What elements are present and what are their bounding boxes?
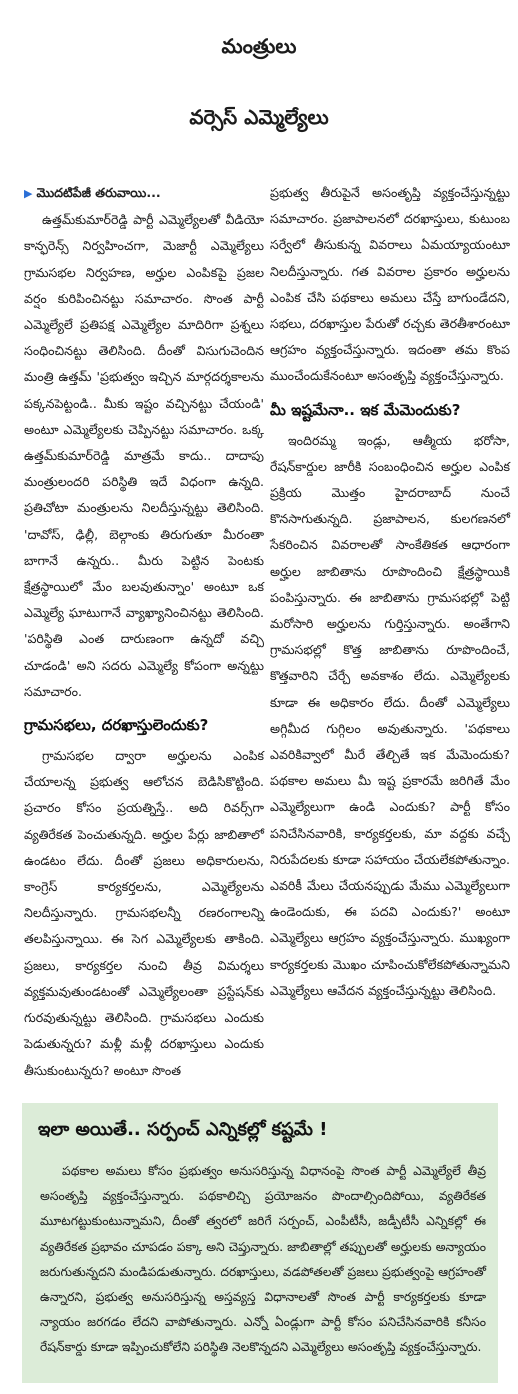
- right-column: [270, 180, 510, 1004]
- headline-line-2: వర్సెస్ ఎమ్మెల్యేలు: [189, 105, 329, 129]
- left-paragraph-2: గ్రామసభల ద్వారా అర్హులను ఎంపిక చేయాలన్న ప్రభుత్వ ఆలోచన బెడిసికొట్టింది. ప్రచారం కోసం ప్రయత్నిస్తే.. అది రివర్స్‌గా వ్యతిరేకత పెంచుతున్నది. అర్హుల పేర్లు జాబితాలో ఉండటం లేదు. దీంతో ప్రజలు అధికారులను, కాంగ్రెస్ కార్యకర్తలను, ఎమ్మెల్యేలను నిలదీస్తున్నారు. గ్రామసభలన్నీ రణరంగాలన్ని తలపిస్తున్నాయి. ఈ సెగ ఎమ్మెల్యేలకు తాకింది. ప్రజలు, కార్యకర్తల నుంచి తీవ్ర విమర్శలు వ్యక్తమవుతుండటంతో ఎమ్మెల్యేలంతా ప్రస్టేషన్‌కు గురవుతున్నట్టు తెలిసింది. గ్రామసభలు ఎందుకు పెడుతున్నరు? మళ్లీ మళ్లీ దరఖాస్తులు ఎందుకు తీసుకుంటున్నరు? అంటూ సొంత: [24, 748, 264, 1078]
- right-paragraph-2: ఇందిరమ్మ ఇండ్లు, ఆత్మీయ భరోసా, రేషన్‌కార్డుల జారీకి సంబంధించిన అర్హుల ఎంపిక ప్రక్రియ మొత్తం హైదరాబాద్ నుంచే కొనసాగుతున్నది. ప్రజాపాలన, కులగణనలో సేకరించిన వివరాలతో సాంకేతికత ఆధారంగా అర్హుల జాబితాను రూపొందించి క్షేత్రస్థాయికి పంపిస్తున్నారు. ఈ జాబితాను గ్రామసభల్లో పెట్టి మరోసారి అర్హులను గుర్తిస్తున్నారు. అంతేగాని గ్రామసభల్లో కొత్త జాబితాను రూపొందించే, కొత్తవారిని చేర్చే అవకాశం లేదు. ఎమ్మెల్యేలకు కూడా ఈ అధికారం లేదు. దీంతో ఎమ్మెల్యేలు అగ్గిమీద గుగ్గిలం అవుతున్నారు. 'పథకాలు ఎవరికివ్వాలో మీరే తేల్చితే ఇక మేమెందుకు? పథకాల అమలు మీ ఇష్ట ప్రకారమే జరిగితే మేం ఎమ్మెల్యేలుగా ఉండి ఎందుకు? పార్టీ కోసం పనిచేసినవారికి, కార్యకర్తలకు, మా వద్దకు వచ్చే నిరుపేదలకు కూడా సహాయం చేయలేకపోతున్నాం. ఎవరికీ మేలు చేయనప్పుడు మేము ఎమ్మెల్యేలుగా ఉండెందుకు, ఈ పదవి ఎందుకు?' అంటూ ఎమ్మెల్యేలు ఆగ్రహం వ్యక్తంచేస్తున్నారు. ముఖ్యంగా కార్యకర్తలకు మొఖం చూపించుకోలేకపోతున్నామని ఎమ్మెల్యేలు ఆవేదన వ్యక్తంచేస్తున్నట్టు తెలిసింది.: [270, 432, 510, 998]
- triangle-right-icon: ▶: [24, 187, 33, 200]
- boxed-item: [22, 1103, 498, 1383]
- boxed-item-title: ఇలా అయితే.. సర్పంచ్ ఎన్నికల్లో కష్టమే !: [38, 1119, 328, 1140]
- continuation-line: [24, 180, 264, 207]
- headline-line-1: మంత్రులు: [221, 34, 297, 58]
- right-paragraph-1: ప్రభుత్వ తీరుపైనే అసంతృప్తి వ్యక్తంచేస్తున్నట్టు సమాచారం. ప్రజాపాలనలో దరఖాస్తులు, కుటుంబ సర్వేలో తీసుకున్న వివరాలు ఏమయ్యాయంటూ నిలదీస్తున్నారు. గత వివరాల ప్రకారం అర్హులను ఎంపిక చేసి పథకాలు అమలు చేస్తే బాగుండేదని, సభలు, దరఖాస్తుల పేరుతో రచ్చకు తెరతీశారంటూ ఆగ్రహం వ్యక్తంచేస్తున్నారు. ఇదంతా తమ కొంప ముంచేందుకేనంటూ అసంతృప్తి వ్యక్తంచేస్తున్నారు.: [270, 185, 510, 384]
- left-paragraph-1: ఉత్తమ్‌కుమార్‌రెడ్డి పార్టీ ఎమ్మెల్యేలతో వీడియో కాన్ఫరెన్స్ నిర్వహించగా, మెజార్టీ ఎమ్మెల్యేలు గ్రామసభల నిర్వహణ, అర్హుల ఎంపికపై ప్రజల వర్షం కురిపించినట్టు సమాచారం. సొంత పార్టీ ఎమ్మెల్యేలే ప్రతిపక్ష ఎమ్మెల్యేల మాదిరిగా ప్రశ్నలు సంధించినట్టు తెలిసింది. దీంతో విసుగుచెందిన మంత్రి ఉత్తమ్ 'ప్రభుత్వం ఇచ్చిన మార్గదర్శకాలను పక్కనపెట్టండి.. మీకు ఇష్టం వచ్చినట్టు చేయండి' అంటూ ఎమ్మెల్యేలకు చెప్పినట్టు సమాచారం. ఒక్క ఉత్తమ్‌కుమార్‌రెడ్డి మాత్రమే కాదు.. దాదాపు మంత్రులందరి పరిస్థితి ఇదే విధంగా ఉన్నది. ప్రతిచోటా మంత్రులను నిలదీస్తున్నట్టు తెలిసింది. 'దావోస్, ఢిల్లీ, బెల్గాంకు తిరుగుతూ మీరంతా బాగానే ఉన్నరు.. మీరు పెట్టిన పెంటకు క్షేత్రస్థాయిలో మేం బలవుతున్నాం' అంటూ ఒక ఎమ్మెల్యే ఘాటుగానే వ్యాఖ్యానించినట్టు తెలిసింది. 'పరిస్థితి ఎంత దారుణంగా ఉన్నదో వచ్చి చూడండి' అని సదరు ఎమ్మెల్యే కోపంగా అన్నట్టు సమాచారం.: [24, 212, 264, 699]
- left-column: [24, 180, 264, 1084]
- continuation-text: మొదటిపేజీ తరువాయి...: [36, 185, 161, 200]
- subheading-mee-ishtamena: మీ ఇష్టమేనా.. ఇక మేమెందుకు?: [270, 400, 461, 419]
- boxed-item-body: పథకాల అమలు కోసం ప్రభుత్వం అనుసరిస్తున్న విధానంపై సొంత పార్టీ ఎమ్మెల్యేలే తీవ్ర అసంతృప్తి వ్యక్తంచేస్తున్నారు. పథకాలిచ్చి ప్రయోజనం పొందాల్సిందిపోయి, వ్యతిరేకత మూటగట్టుకుంటున్నామని, దీంతో త్వరలో జరిగే సర్పంచ్, ఎంపీటీసీ, జడ్పీటీసీ ఎన్నికల్లో ఈ వ్యతిరేకత ప్రభావం చూపడం పక్కా అని చెప్తున్నారు. జాబితాల్లో తప్పులతో అర్హులకు అన్యాయం జరుగుతున్నదని మండిపడుతున్నారు. దరఖాస్తులు, వడపోతలతో ప్రజలు ప్రభుత్వంపై ఆగ్రహంతో ఉన్నారని, ప్రభుత్వ అనుసరిస్తున్న అస్తవ్యస్త విధానాలతో సొంత పార్టీ కార్యకర్తలకు కూడా న్యాయం జరగడం లేదని వాపోతున్నారు. ఎన్నో ఏండ్లుగా పార్టీ కోసం పనిచేసినవారికి కనీసం రేషన్‌కార్డు కూడా ఇప్పించుకోలేని పరిస్థితి నెలకొన్నదని ఎమ్మెల్యేలు అసంతృప్తి వ్యక్తంచేస్తున్నారు.: [40, 1164, 486, 1355]
- headline: [0, 0, 518, 158]
- subheading-gramasabhalu: గ్రామసభలు, దరఖాస్తులెందుకు?: [24, 716, 209, 735]
